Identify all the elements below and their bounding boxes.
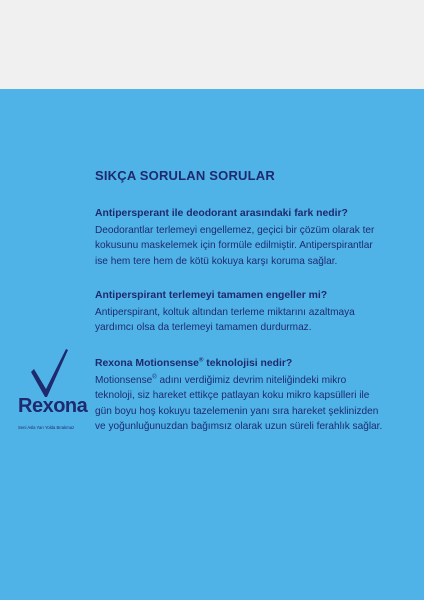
faq-item-2	[95, 289, 385, 336]
faq-answer: Antiperspirant, koltuk altından terleme miktarını azaltmaya yardımcı olsa da terlemeyi tamamen durdurmaz.	[95, 307, 355, 334]
logo-tagline: Seni Asla Yarı Yolda Bırakmaz	[18, 425, 75, 430]
faq-panel	[0, 89, 424, 600]
faq-question: Antipersperant ile deodorant arasındaki fark nedir?	[95, 208, 348, 219]
checkmark-swoosh-icon	[14, 343, 86, 403]
faq-answer: Deodorantlar terlemeyi engellemez, geçici bir çözüm olarak ter kokusunu maskelemek için formüle edilmiştir. Antiperspirantlar ise hem tere hem de kötü kokuya karşı koruma sağlar.	[95, 225, 375, 267]
faq-answer: Motionsense® adını verdiğimiz devrim niteliğindeki mikro teknoloji, siz hareket ettikçe patlayan koku mikro kapsülleri ile gün boyu hoş kokuyu tazelemenin yanı sıra hareket şeklinizden ve yoğunluğunuzdan bağımsız olarak uzun süreli ferahlık sağlar.	[95, 374, 383, 432]
page-title: SIKÇA SORULAN SORULAR	[95, 168, 275, 183]
logo-wordmark: Rexona	[18, 395, 88, 417]
faq-item-3	[95, 357, 385, 434]
faq-item-1	[95, 207, 385, 269]
faq-question: Rexona Motionsense® teknolojisi nedir?	[95, 357, 293, 369]
faq-question: Antiperspirant terlemeyi tamamen engeller mi?	[95, 290, 328, 301]
